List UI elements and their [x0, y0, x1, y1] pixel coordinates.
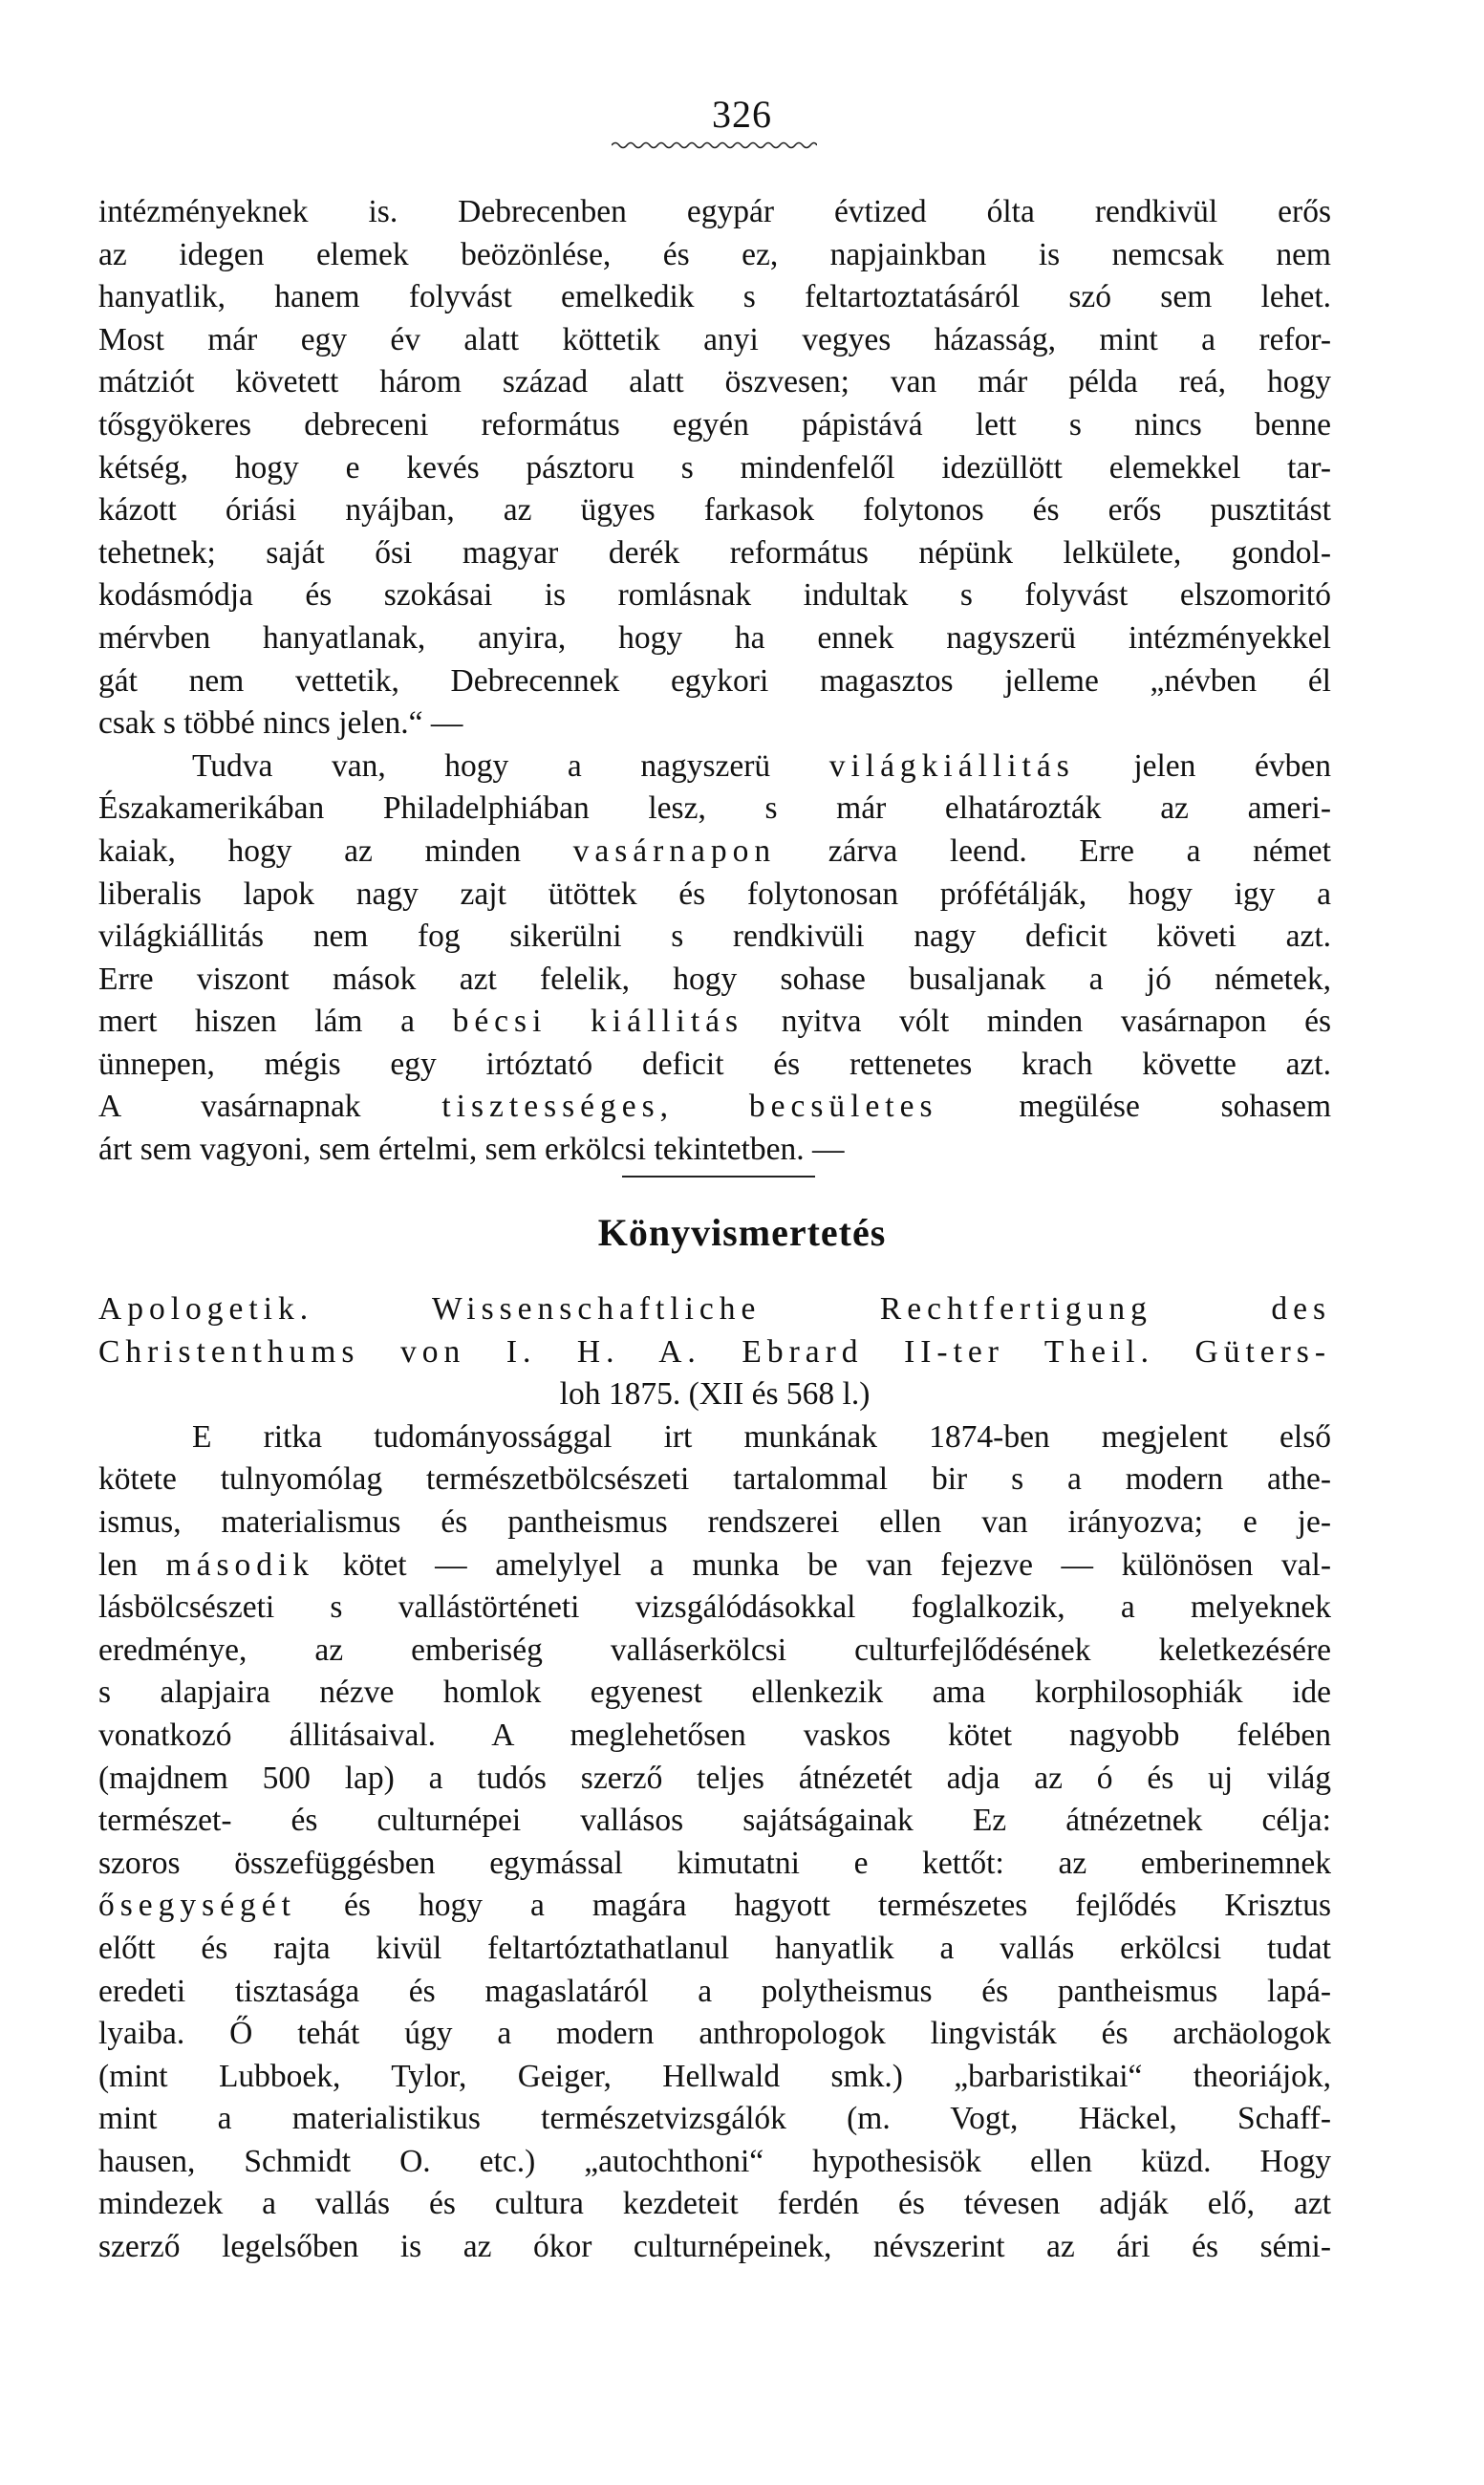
text-line: mátziót követett három század alatt öszvesen; van már példa reá, hogy [98, 364, 1331, 400]
text-line: A vasárnapnak tisztességes, becsületes megülése sohasem [98, 1089, 1332, 1125]
text-line: mint a materialistikus természetvizsgálók (m. Vogt, Häckel, Schaff- [98, 2101, 1331, 2137]
text-line: len második kötet — amelylyel a munka be van fejezve — különösen val- [98, 1546, 1331, 1583]
spaced-emphasis: tisztességes [441, 1089, 660, 1125]
text-line: s alapjaira nézve homlok egyenest ellenkezik ama korphilosophiák ide [98, 1675, 1331, 1711]
text-line: Most már egy év alatt köttetik anyi vegyes házasság, mint a refor- [98, 321, 1331, 357]
page-number: 326 [712, 93, 772, 136]
text-line: (mint Lubboek, Tylor, Geiger, Hellwald smk.) „barbaristikai“ theoriájok, [98, 2058, 1331, 2094]
text-line: ismus, materialismus és pantheismus rendszerei ellen van irányozva; e je- [98, 1503, 1331, 1540]
text-line: csak s többé nincs jelen.“ — [98, 705, 463, 742]
text-line: kétség, hogy e kevés pásztoru s mindenfelől idezüllött elemekkel tar- [98, 449, 1331, 486]
text-line: eredeti tisztasága és magaslatáról a polytheismus és pantheismus lapá- [98, 1973, 1331, 2009]
spaced-emphasis: bécsi kiállitás [452, 1004, 744, 1040]
text-line: tehetnek; saját ősi magyar derék református népünk lelkülete, gondol- [98, 534, 1331, 571]
text-line: hanyatlik, hanem folyvást emelkedik s feltartoztatásáról szó sem lehet. [98, 279, 1331, 315]
text-line: liberalis lapok nagy zajt ütöttek és folytonosan prófétálják, hogy igy a [98, 875, 1331, 912]
text-line: lásbölcsészeti s vallástörténeti vizsgálódásokkal foglalkozik, a melyeknek [98, 1589, 1331, 1626]
text-line: eredménye, az emberiség valláserkölcsi culturfejlődésének keletkezésére [98, 1631, 1331, 1668]
text-line: kodásmódja és szokásai is romlásnak indultak s folyvást elszomoritó [98, 577, 1331, 614]
text-line: hausen, Schmidt O. etc.) „autochthoni“ hypothesisök ellen küzd. Hogy [98, 2143, 1331, 2179]
text-line: az idegen elemek beözönlése, és ez, napjainkban is nemcsak nem [98, 236, 1331, 272]
text-line: előtt és rajta kivül feltartóztathatlanul hanyatlik a vallás erkölcsi tudat [98, 1930, 1331, 1966]
text-line: ünnepen, mégis egy irtóztató deficit és rettenetes krach követte azt. [98, 1046, 1331, 1082]
text-line: mérvben hanyatlanak, anyira, hogy ha ennek nagyszerü intézményekkel [98, 619, 1331, 656]
text-line: szoros összefüggésben egymással kimutatni e kettőt: az emberinemnek [98, 1845, 1331, 1881]
spaced-emphasis: becsületes [748, 1089, 938, 1125]
text-line: kázott óriási nyájban, az ügyes farkasok folytonos és erős pusztitást [98, 492, 1331, 529]
text-line: (majdnem 500 lap) a tudós szerző teljes átnézetét adja az ó és uj világ [98, 1760, 1331, 1796]
review-title-line: Christenthums von I. H. A. Ebrard II-ter Theil. Güters- [98, 1333, 1331, 1370]
review-title-line: Apologetik. Wissenschaftliche Rechtfertigung des [98, 1291, 1331, 1327]
spaced-emphasis: második [165, 1546, 315, 1583]
text-line: kaiak, hogy az minden vasárnapon zárva leend. Erre a német [98, 832, 1331, 869]
text-line: kötete tulnyomólag természetbölcsészeti tartalommal bir s a modern athe- [98, 1461, 1331, 1498]
text-line: Erre viszont mások azt felelik, hogy sohase busaljanak a jó németek, [98, 961, 1331, 997]
text-line: világkiállitás nem fog sikerülni s rendkivüli nagy deficit követi azt. [98, 918, 1331, 955]
spaced-emphasis: vasárnapon [572, 832, 777, 869]
section-divider [622, 1176, 815, 1178]
text-line: E ritka tudományossággal irt munkának 1874-ben megjelent első [192, 1418, 1331, 1455]
text-line: vonatkozó állitásaival. A meglehetősen vaskos kötet nagyobb felében [98, 1717, 1331, 1753]
text-line: tősgyökeres debreceni református egyén pápistává lett s nincs benne [98, 406, 1331, 443]
text-line: természet- és culturnépei vallásos sajátságainak Ez átnézetnek célja: [98, 1803, 1331, 1839]
text-line: mindezek a vallás és cultura kezdeteit ferdén és tévesen adják elő, azt [98, 2186, 1331, 2222]
text-line: gát nem vettetik, Debrecennek egykori magasztos jelleme „névben él [98, 662, 1331, 699]
text-line: árt sem vagyoni, sem értelmi, sem erkölcsi tekintetben. — [98, 1132, 845, 1168]
body-text-section [98, 191, 1331, 1172]
section-heading: Könyvismertetés [597, 1211, 887, 1254]
book-review [98, 1288, 1331, 2269]
text-line: ősegységét és hogy a magára hagyott természetes fejlődés Krisztus [98, 1888, 1331, 1924]
review-title-line: loh 1875. (XII és 568 l.) [559, 1376, 871, 1413]
wavy-ornament [612, 140, 817, 151]
text-line: intézményeknek is. Debrecenben egypár évtized ólta rendkivül erős [98, 194, 1331, 229]
text-line: szerző legelsőben is az ókor culturnépeinek, névszerint az ári és sémi- [98, 2229, 1331, 2265]
text-line: mert hiszen lám a bécsi kiállitás nyitva vólt minden vasárnapon és [98, 1004, 1331, 1040]
text-line: Északamerikában Philadelphiában lesz, s már elhatározták az ameri- [98, 790, 1331, 827]
text-line: Tudva van, hogy a nagyszerü világkiállitás jelen évben [192, 747, 1331, 784]
spaced-emphasis: világkiállitás [828, 747, 1075, 784]
spaced-emphasis: ősegységét [98, 1888, 296, 1924]
text-line: lyaiba. Ő tehát úgy a modern anthropologok lingvisták és archäologok [98, 2016, 1331, 2052]
